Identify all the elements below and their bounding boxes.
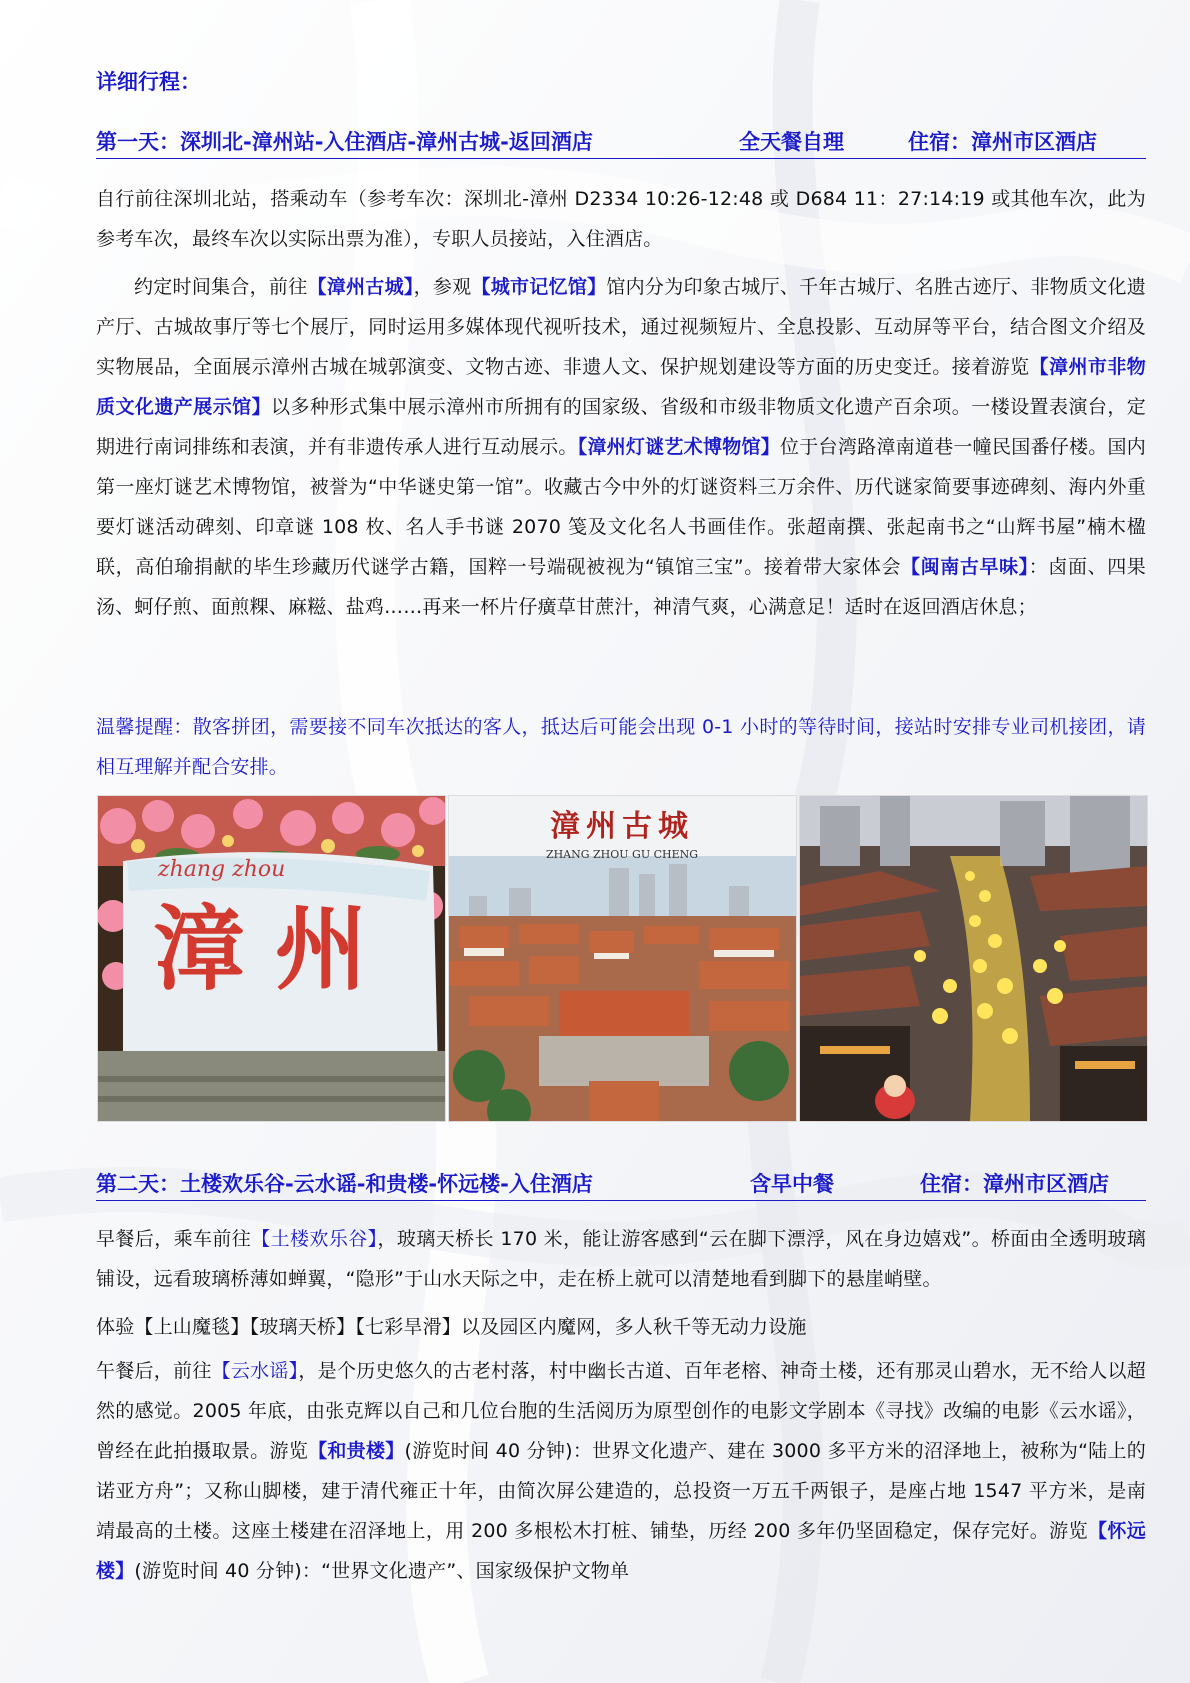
day2-p3-intro: 午餐后，前往 bbox=[96, 1360, 212, 1382]
day1-p2-text-b: 馆内分为印象古城厅、千年古城厅、名胜古迹厅、非物质文化遗产厅、古城故事厅等七个展厅，同时运用多媒体现代视听技术，通过视频短片、全息投影、互动屏等平台，结合图文介绍及实物展品，全面展示漳州古城在城郭演变、文物古迹、非遗人文、保护规划建设等方面的历史变迁。接着游览 bbox=[96, 276, 1146, 378]
day2-p3-text-c: (游览时间 40 分钟)：“世界文化遗产”、国家级保护文物单 bbox=[134, 1560, 630, 1582]
day1-route-title: 第一天：深圳北-漳州站-入住酒店-漳州古城-返回酒店 bbox=[96, 130, 593, 154]
day1-p2-intro: 约定时间集合，前往 bbox=[134, 276, 308, 298]
day1-paragraph-1: 自行前往深圳北站，搭乘动车（参考车次：深圳北-漳州 D2334 10:26-12:48 或 D684 11：27:14:19 或其他车次，此为参考车次，最终车次以实际出票为准），专职人员接站，入住酒店。 bbox=[96, 188, 1146, 250]
day1-p2-text-e: ：卤面、四果汤、蚵仔煎、面煎粿、麻糍、盐鸡……再来一杯片仔癀草甘蔗汁，神清气爽，心满意足！适时在返回酒店休息； bbox=[96, 556, 1147, 618]
spot-yunshuiyao: 【云水谣】 bbox=[211, 1360, 299, 1382]
spot-zhangzhou-old-town: 【漳州古城】 bbox=[307, 276, 414, 298]
day2-p3-text-a: ，是个历史悠久的古老村落，村中幽长古道、百年老榕、神奇土楼，还有那灵山碧水，无不给人以超然的感觉。2005 年底，由张克辉以自己和几位台胞的生活阅历为原型创作的电影文学剧本《寻找》改编的电影《云水谣》，曾经在此拍摄取景。游览 bbox=[96, 1360, 1146, 1462]
day2-p1-intro: 早餐后，乘车前往 bbox=[96, 1228, 252, 1250]
day2-p3-text-b: (游览时间 40 分钟)：世界文化遗产、建在 3000 多平方米的沼泽地上，被称为“陆上的诺亚方舟”；又称山脚楼，建于清代雍正十年，由简次屏公建造的，总投资一万五千两银子，是座占地 1547 平方米，是南靖最高的土楼。这座土楼建在沼泽地上，用 200 多根松木打桩、铺垫，历经 200 多年仍坚固稳定，保存完好。游览 bbox=[96, 1440, 1147, 1542]
spot-intangible-heritage-hall: 【漳州市非物质文化遗产展示馆】 bbox=[96, 356, 1146, 418]
spot-hegui-building: 【和贵楼】 bbox=[308, 1440, 405, 1462]
day1-paragraph-2 bbox=[96, 267, 1146, 627]
spot-minnan-snacks: 【闽南古早味】 bbox=[901, 556, 1029, 578]
section-heading: 详细行程： bbox=[96, 70, 201, 94]
day2-paragraph-3 bbox=[96, 1351, 1146, 1591]
day2-paragraph-1 bbox=[96, 1219, 1146, 1299]
spot-lantern-riddle-museum: 【漳州灯谜艺术博物馆】 bbox=[577, 436, 781, 458]
spot-city-memory-hall: 【城市记忆馆】 bbox=[471, 276, 607, 298]
sign-chinese-characters: 漳州 bbox=[153, 895, 398, 1003]
day2-route-title: 第二天：土楼欢乐谷-云水谣-和贵楼-怀远楼-入住酒店 bbox=[96, 1172, 593, 1196]
day2-title-bar bbox=[96, 1166, 1146, 1201]
day2-paragraph-2: 体验【上山魔毯】【玻璃天桥】【七彩旱滑】以及园区内魔网，多人秋千等无动力设施 bbox=[96, 1316, 807, 1338]
day1-p2-text-c: 以多种形式集中展示漳州市所拥有的国家级、省级和市级非物质文化遗产百余项。一楼设置表演台，定期进行南词排练和表演，并有非遗传承人进行互动展示。 bbox=[96, 396, 1146, 458]
day1-p2-text-d: 位于台湾路漳南道巷一幢民国番仔楼。国内第一座灯谜艺术博物馆，被誉为“中华谜史第一馆”。收藏古今中外的灯谜资料三万余件、历代谜家简要事迹碑刻、海内外重要灯谜活动碑刻、印章谜 108 枚、名人手书谜 2070 笺及文化名人书画佳作。张超南撰、张起南书之“山辉书屋”楠木楹联，高伯瑜捐献的毕生珍藏历代谜学古籍，国粹一号端砚被视为“镇馆三宝”。接着带大家体会 bbox=[96, 436, 1146, 578]
day1-notice: 温馨提醒：散客拼团，需要接不同车次抵达的客人，抵达后可能会出现 0-1 小时的等待时间，接站时安排专业司机接团，请相互理解并配合安排。 bbox=[96, 716, 1146, 778]
day1-stay: 住宿：漳州市区酒店 bbox=[908, 130, 1097, 154]
sign-cursive-text: zhang zhou bbox=[158, 857, 286, 882]
photo-zhangzhou-sign bbox=[97, 795, 446, 1122]
day1-title-bar bbox=[96, 124, 1146, 159]
old-town-subtitle: ZHANG ZHOU GU CHENG bbox=[545, 848, 699, 861]
day2-p1-text-a: ，玻璃天桥长 170 米，能让游客感到“云在脚下漂浮，风在身边嬉戏”。桥面由全透明玻璃铺设，远看玻璃桥薄如蝉翼，“隐形”于山水天际之中，走在桥上就可以清楚地看到脚下的悬崖峭壁。 bbox=[96, 1228, 1146, 1290]
photo-old-town-aerial bbox=[448, 795, 797, 1122]
old-town-title: 漳州古城 bbox=[550, 809, 694, 844]
day2-meals: 含早中餐 bbox=[750, 1172, 834, 1196]
day1-meals: 全天餐自理 bbox=[739, 130, 844, 154]
day2-stay: 住宿：漳州市区酒店 bbox=[920, 1172, 1109, 1196]
spot-huaiyuan-building: 【怀远楼】 bbox=[96, 1520, 1146, 1582]
spot-tulou-happy-valley: 【土楼欢乐谷】 bbox=[251, 1228, 378, 1250]
photo-old-town-night bbox=[799, 795, 1148, 1122]
day1-p2-text-a: ，参观 bbox=[413, 276, 472, 298]
